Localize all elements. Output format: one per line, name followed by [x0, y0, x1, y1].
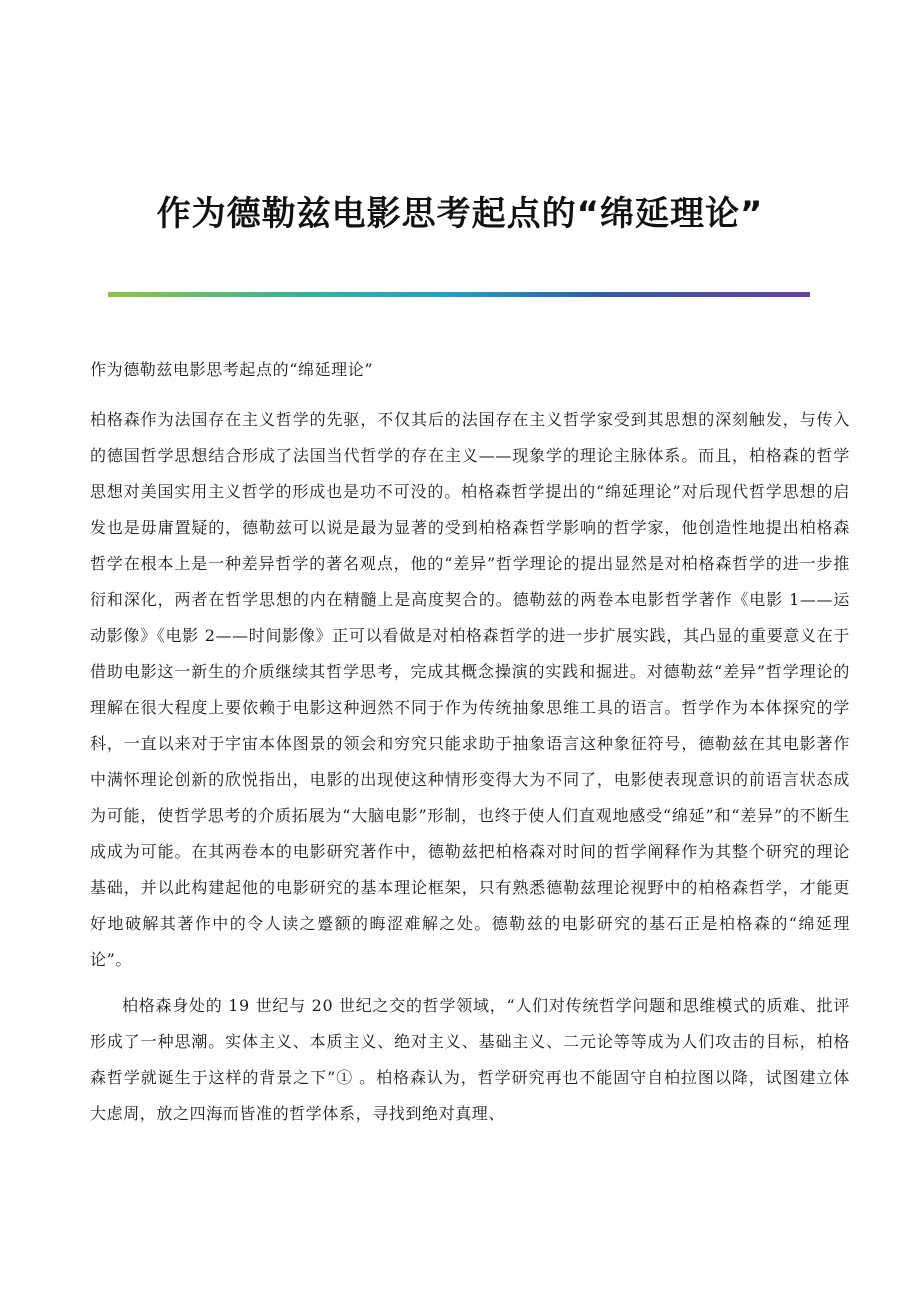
document-title: 作为德勒兹电影思考起点的“绵延理论”: [156, 194, 764, 234]
body-paragraph: 柏格森作为法国存在主义哲学的先驱，不仅其后的法国存在主义哲学家受到其思想的深刻触发，与传入的德国哲学思想结合形成了法国当代哲学的存在主义——现象学的理论主脉体系。而且，柏格森的哲学思想对美国实用主义哲学的形成也是功不可没的。柏格森哲学提出的“绵延理论”对后现代哲学思想的启发也是毋庸置疑的，德勒兹可以说是最为显著的受到柏格森哲学影响的哲学家，他创造性地提出柏格森哲学在根本上是一种差异哲学的著名观点，他的“差异”哲学理论的提出显然是对柏格森哲学的进一步推衍和深化，两者在哲学思想的内在精髓上是高度契合的。德勒兹的两卷本电影哲学著作《电影 1——运动影像》《电影 2——时间影像》正可以看做是对柏格森哲学的进一步扩展实践，其凸显的重要意义在于借助电影这一新生的介质继续其哲学思考，完成其概念操演的实践和掘进。对德勒兹“差异”哲学理论的理解在很大程度上要依赖于电影这种迥然不同于作为传统抽象思维工具的语言。哲学作为本体探究的学科，一直以来对于宇宙本体图景的领会和穷究只能求助于抽象语言这种象征符号，德勒兹在其电影著作中满怀理论创新的欣悦指出，电影的出现使这种情形变得大为不同了，电影使表现意识的前语言状态成为可能，使哲学思考的介质拓展为“大脑电影”形制，也终于使人们直观地感受“绵延”和“差异”的不断生成成为可能。在其两卷本的电影研究著作中，德勒兹把柏格森对时间的哲学阐释作为其整个研究的理论基础，并以此构建起他的电影研究的基本理论框架，只有熟悉德勒兹理论视野中的柏格森哲学，才能更好地破解其著作中的令人读之蹙额的晦涩难解之处。德勒兹的电影研究的基石正是柏格森的“绵延理论”。: [90, 410, 850, 969]
article-subtitle: 作为德勒兹电影思考起点的“绵延理论”: [90, 360, 374, 379]
document-body: [90, 352, 850, 1142]
body-paragraph: 柏格森身处的 19 世纪与 20 世纪之交的哲学领域，“人们对传统哲学问题和思维模式的质难、批评形成了一种思潮。实体主义、本质主义、绝对主义、基础主义、二元论等等成为人们攻击的目标，柏格森哲学就诞生于这样的背景之下”① 。柏格森认为，哲学研究再也不能固守自柏拉图以降，试图建立体大虑周，放之四海而皆准的哲学体系，寻找到绝对真理、: [90, 996, 850, 1123]
title-divider: [108, 292, 810, 297]
